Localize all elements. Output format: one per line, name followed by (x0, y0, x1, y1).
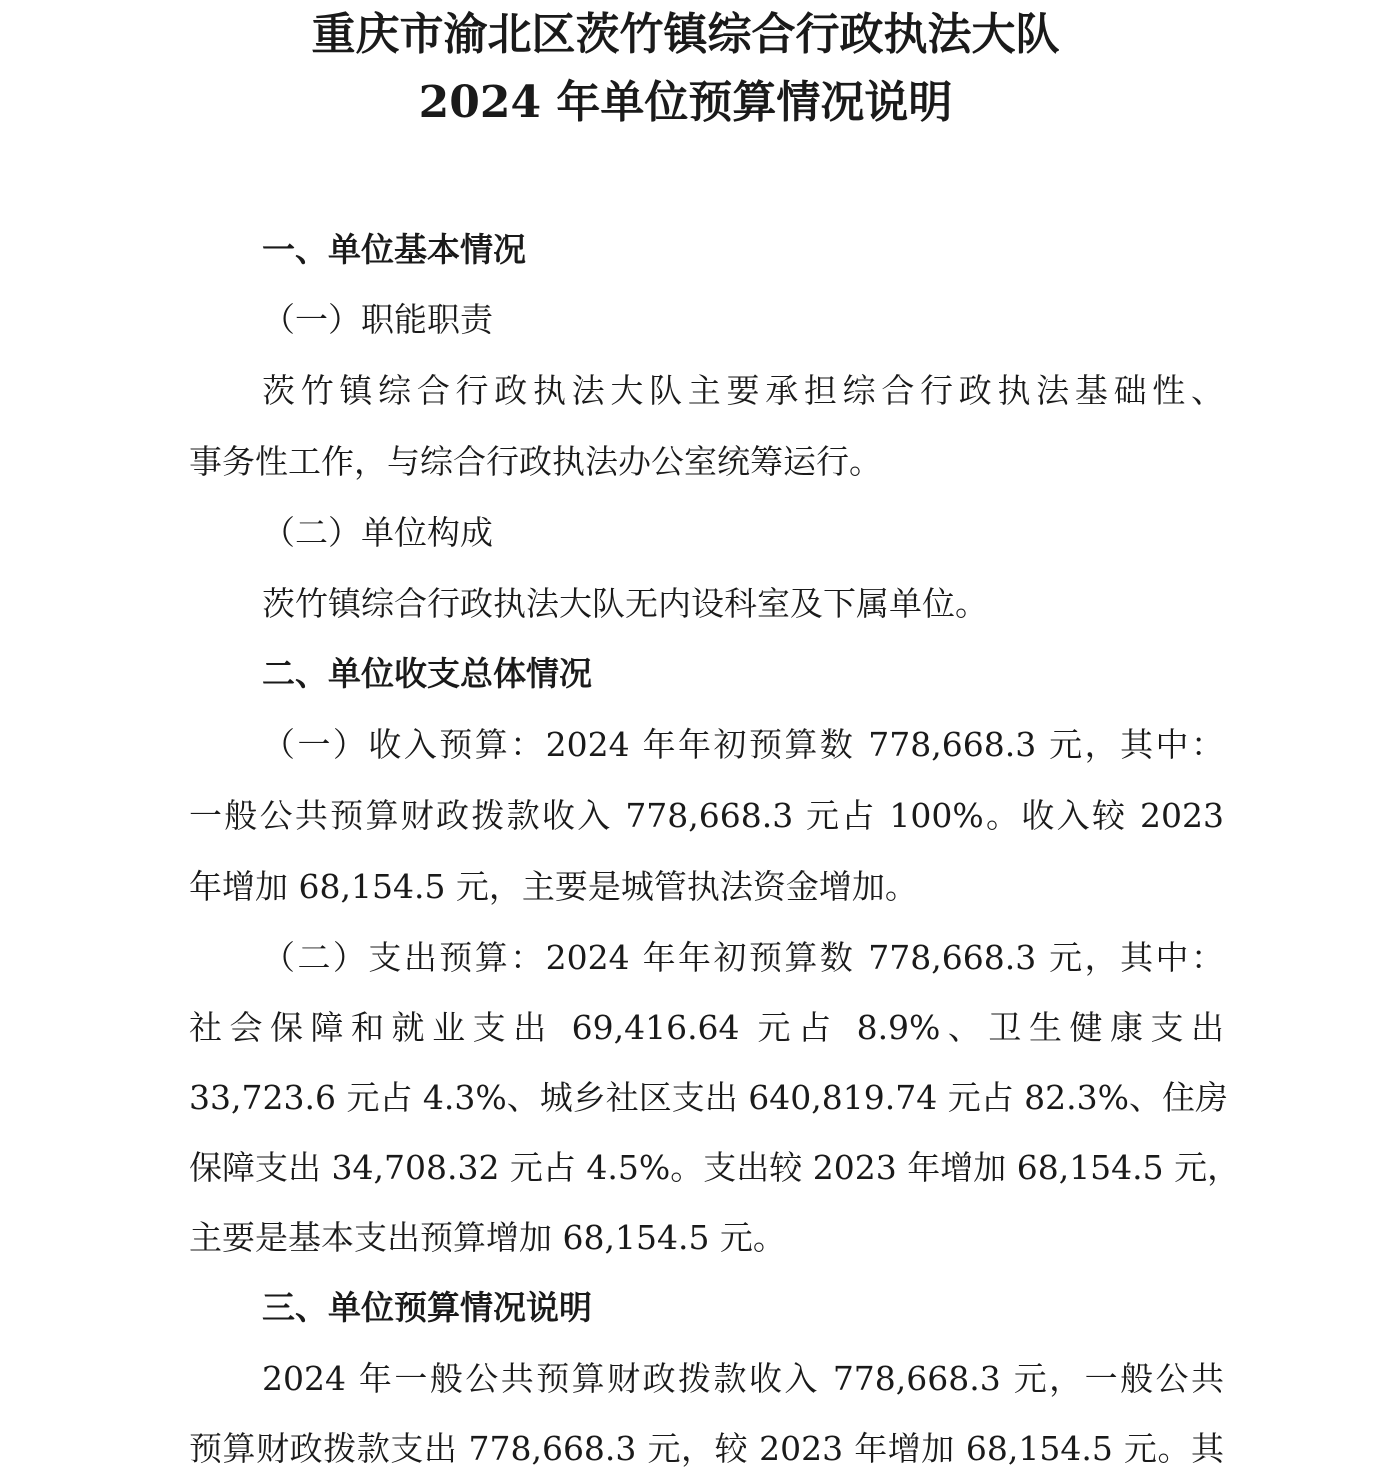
paragraph-line: 保障支出 34,708.32 元占 4.5%。支出较 2023 年增加 68,154.5 元， (189, 1148, 1241, 1187)
paragraph-line: 主要是基本支出预算增加 68,154.5 元。 (189, 1218, 786, 1257)
paragraph-line: 事务性工作，与综合行政执法办公室统筹运行。 (189, 442, 882, 481)
section-heading-basic-info: 一、单位基本情况 (262, 230, 526, 269)
subsection-heading-functions: （一）职能职责 (262, 300, 493, 339)
document-title-line-2: 2024 年单位预算情况说明 (418, 77, 953, 128)
paragraph-line: 一般公共预算财政拨款收入 778,668.3 元占 100%。收入较 2023 (189, 796, 1224, 835)
paragraph-line: （二）支出预算：2024 年年初预算数 778,668.3 元，其中： (262, 938, 1224, 977)
section-heading-budget-explanation: 三、单位预算情况说明 (262, 1288, 592, 1327)
paragraph-line: （一）收入预算：2024 年年初预算数 778,668.3 元，其中： (262, 725, 1224, 764)
paragraph-line: 茨竹镇综合行政执法大队主要承担综合行政执法基础性、 (262, 371, 1224, 410)
paragraph-line: 社会保障和就业支出 69,416.64 元占 8.9%、卫生健康支出 (189, 1008, 1224, 1047)
paragraph-line: 年增加 68,154.5 元，主要是城管执法资金增加。 (189, 867, 918, 906)
paragraph-line: 茨竹镇综合行政执法大队无内设科室及下属单位。 (262, 584, 988, 623)
paragraph-line: 2024 年一般公共预算财政拨款收入 778,668.3 元，一般公共 (262, 1359, 1224, 1398)
section-heading-income-expense: 二、单位收支总体情况 (262, 654, 592, 693)
document-title-line-1: 重庆市渝北区茨竹镇综合行政执法大队 (311, 9, 1060, 60)
paragraph-line: 预算财政拨款支出 778,668.3 元，较 2023 年增加 68,154.5 元。其 (189, 1429, 1224, 1468)
subsection-heading-composition: （二）单位构成 (262, 513, 493, 552)
paragraph-line: 33,723.6 元占 4.3%、城乡社区支出 640,819.74 元占 82.3%、住房 (189, 1078, 1229, 1117)
